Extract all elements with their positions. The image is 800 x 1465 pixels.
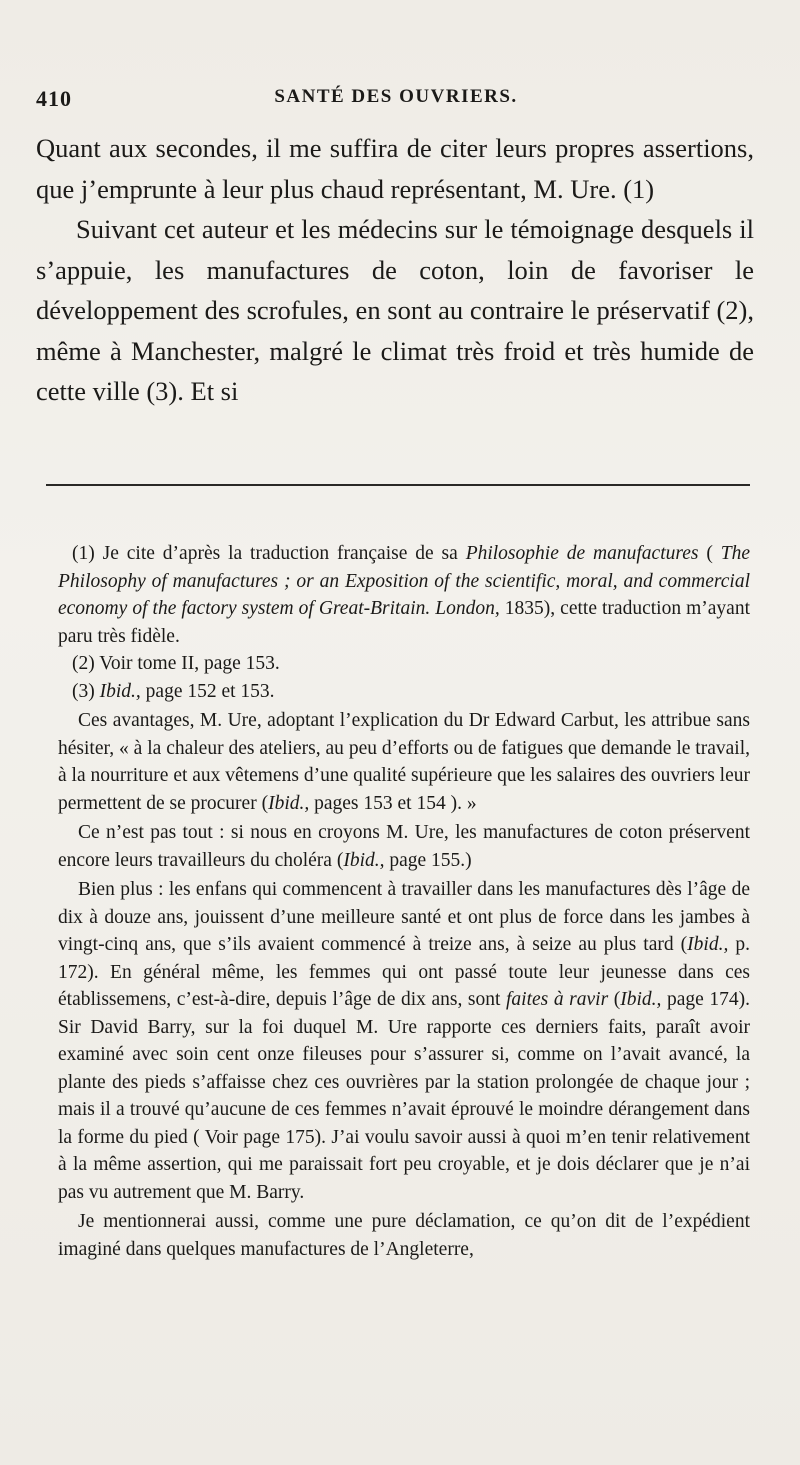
footnotes-block — [58, 540, 750, 1263]
main-text — [36, 128, 754, 412]
footnote-1-text-e: 1835), cette traduction m’ayant paru très fidèle. — [58, 598, 750, 647]
footnote-separator-rule — [46, 484, 750, 486]
note-paragraph-3 — [58, 876, 750, 1206]
footnote-1-title-en: The Philosophy of manufactures ; or an Exposition of the scientific, moral, and commercial economy of the factory system of Great-Britain. London, — [58, 543, 750, 619]
note-paragraph-2 — [58, 819, 750, 874]
note-paragraph-4: Je mentionnerai aussi, comme une pure déclamation, ce qu’on dit de l’expédient imaginé dans quelques manufactures de l’Angleterre, — [58, 1211, 750, 1260]
note-paragraph-3-ibid-1: Ibid., — [687, 934, 729, 955]
footnote-1-title-fr: Philosophie de manufactures — [465, 543, 699, 564]
note-paragraph-3-text-a: Bien plus : les enfans qui commencent à travailler dans les manufactures dès l’âge de dix à douze ans, jouissent d’une meilleure santé et ont plus de force dans les jambes à vingt-cinq ans, que s’ils avaient commencé à treize ans, à seize au plus tard ( — [58, 879, 750, 955]
note-paragraph-1-text-a: Ces avantages, M. Ure, adoptant l’explication du Dr Edward Carbut, les attribue sans hésiter, « à la chaleur des ateliers, au peu d’efforts ou de fatigues que demande le travail, à la nourriture et aux vêtemens d’une qualité supérieure que les salaires des ouvriers leur permettent de se procurer ( — [58, 710, 750, 814]
note-paragraph-3-ibid-2: Ibid., — [620, 989, 662, 1010]
note-paragraph-3-text-e: ( — [608, 989, 621, 1010]
running-title: SANTÉ DES OUVRIERS. — [274, 86, 518, 107]
note-paragraph-3-text-c: p. 172). En général même, les femmes qui ont passé toute leur jeunesse dans ces établissemens, c’est-à-dire, depuis l’âge de dix ans, sont — [58, 934, 751, 1010]
note-paragraph-2-text-c: page 155.) — [384, 849, 472, 871]
footnote-3 — [58, 678, 750, 706]
footnote-3-text-c: page 152 et 153. — [140, 680, 275, 702]
note-paragraph-3-italic-phrase: faites à ravir — [506, 989, 609, 1010]
footnote-3-text-a: (3) — [72, 680, 100, 702]
note-paragraph-1 — [58, 707, 750, 817]
footnote-2: (2) Voir tome II, page 153. — [72, 653, 280, 674]
footnote-1-text-a: (1) Je cite d’après la traduction française de sa — [72, 543, 466, 564]
note-paragraph-1-ibid: Ibid., — [268, 792, 310, 814]
main-paragraph-1: Quant aux secondes, il me suffira de citer leurs propres assertions, que j’emprunte à leur plus chaud représentant, M. Ure. (1) — [36, 133, 754, 204]
note-paragraph-1-text-c: pages 153 et 154 ). » — [309, 792, 477, 814]
page-header — [36, 86, 756, 116]
footnote-1 — [58, 540, 750, 650]
note-paragraph-2-ibid: Ibid., — [343, 849, 385, 871]
page-number: 410 — [36, 86, 72, 111]
main-paragraph-2: Suivant cet auteur et les médecins sur le témoignage desquels il s’appuie, les manufactures de coton, loin de favoriser le développement des scrofules, en sont au contraire le préservatif (2), même à Manchester, malgré le climat très froid et très humide de cette ville (3). Et si — [36, 214, 754, 406]
footnote-3-ibid: Ibid., — [99, 680, 141, 702]
note-paragraph-2-text-a: Ce n’est pas tout : si nous en croyons M. Ure, les manufactures de coton préservent encore leurs travailleurs du choléra ( — [58, 822, 750, 871]
note-paragraph-3-text-g: page 174). Sir David Barry, sur la foi duquel M. Ure rapporte ces derniers faits, paraît avoir examiné avec soin cent onze fileuses pour s’assurer si, comme on l’avait avancé, la plante des pieds s’affaisse chez ces ouvrières par la station prolongée de chaque jour ; mais il a trouvé qu’aucune de ces femmes n’avait éprouvé le moindre dérangement dans la forme du pied ( Voir page 175). J’ai voulu savoir aussi à quoi m’en tenir relativement à la même assertion, qui me paraissait fort peu croyable, et je dois déclarer que je n’ai pas vu autrement que M. Barry. — [58, 989, 751, 1203]
footnote-1-text-c: ( — [698, 543, 721, 564]
